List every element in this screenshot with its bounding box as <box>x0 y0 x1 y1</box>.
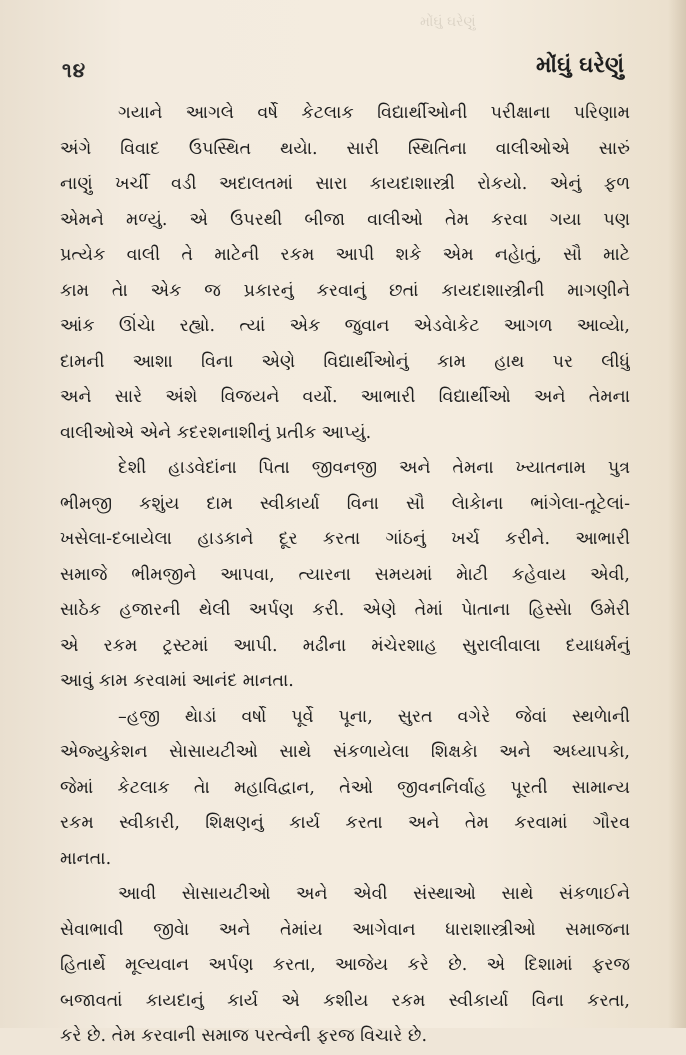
text-line: એ રકમ ટ્રસ્ટમાં આપી. મઢીના મંચેરશાહ સુરાલીવાલા દયાધર્મનું <box>60 635 630 656</box>
text-line: –હજી થેાડાં વર્ષો પૂર્વે પૂના, સુરત વગેરે જેવાં સ્થળેાની <box>118 706 630 727</box>
text-line: આવી સેાસાયટીઓ અને એવી સંસ્થાઓ સાથે સંકળાઈને <box>118 884 630 904</box>
page-header <box>62 52 624 88</box>
text-line: જેમાં કેટલાક તેા મહાવિદ્વાન, તેઓ જીવનનિર્વાહ પૂરતી સામાન્ય <box>60 777 630 798</box>
running-title: મોંઘું ઘરેણું <box>536 52 624 78</box>
text-line: ખસેલા-દબાયેલા હાડકાને દૂર કરતા ગાંઠનું ખર્ચ કરીને. આભારી <box>60 529 630 549</box>
text-line: દામની આશા વિના એણે વિદ્યાર્થીઓનું કામ હાથ પર લીધું <box>60 351 630 372</box>
text-line: પ્રત્યેક વાલી તે માટેની રકમ આપી શકે એમ નહેાતું, સૌ માટે <box>60 245 630 265</box>
text-line: આવું કામ કરવામાં આનંદ માનતા. <box>60 671 294 691</box>
text-line: રકમ સ્વીકારી, શિક્ષણનું કાર્ય કરતા અને તેમ કરવામાં ગૌરવ <box>60 813 630 833</box>
text-line: સાઠેક હજારની થેલી અર્પણ કરી. એણે તેમાં પેાતાના હિસ્સેા ઉમેરી <box>60 600 630 620</box>
text-line: વાલીઓએ એને કદરશનાશીનું પ્રતીક આપ્યું. <box>60 422 372 443</box>
text-line: અંગે વિવાદ ઉપસ્થિત થયેા. સારી સ્થિતિના વાલીઓએ સારું <box>60 138 630 159</box>
text-line: કામ તેા એક જ પ્રકારનું કરવાનું છતાં કાયદાશાસ્ત્રીની માગણીને <box>60 280 630 301</box>
text-line: એજ્યુકેશન સેાસાયટીઓ સાથે સંકળાયેલા શિક્ષકેા અને અધ્યાપકેા, <box>60 742 630 762</box>
bleed-through-text: મોંઘું ઘરેણું <box>420 14 476 30</box>
text-line: માનતા. <box>60 848 112 869</box>
text-line: કરે છે. તેમ કરવાની સમાજ પરત્વેની ફરજ વિચારે છે. <box>60 1026 428 1046</box>
text-line: નાણું ખર્ચી વડી અદાલતમાં સારા કાયદાશાસ્ત્રી રોકયો. એનું ફળ <box>60 174 630 194</box>
body-text <box>60 96 630 1055</box>
text-line: અને સારે અંશે વિજયને વર્યો. આભારી વિદ્યાર્થીઓ અને તેમના <box>60 387 630 407</box>
text-line: હિતાર્થે મૂલ્યવાન અર્પણ કરતા, આજેય કરે છે. એ દિશામાં ફરજ <box>60 955 630 975</box>
text-line: ભીમજી કશુંય દામ સ્વીકાર્યા વિના સૌ લેાકેાના ભાંગેલા-તૂટેલાં- <box>60 493 630 514</box>
text-line: બજાવતાં કાયદાનું કાર્ય એ કશીય રકમ સ્વીકાર્યા વિના કરતા, <box>60 990 630 1011</box>
text-line: દેશી હાડવેદાંના પિતા જીવનજી અને તેમના ખ્યાતનામ પુત્ર <box>118 458 630 478</box>
page-number: ૧૪ <box>62 58 87 82</box>
text-line: સેવાભાવી જીવેા અને તેમાંય આગેવાન ધારાશાસ્ત્રીઓ સમાજના <box>60 919 630 940</box>
text-line: ગયાને આગલે વર્ષે કેટલાક વિદ્યાર્થીઓની પરીક્ષાના પરિણામ <box>118 103 630 123</box>
text-line: એમને મળ્યું. એ ઉપરથી બીજા વાલીઓ તેમ કરવા ગયા પણ <box>60 209 630 230</box>
page-edge-shadow <box>668 0 686 1028</box>
text-line: આંક ઊંચેા રહ્યો. ત્યાં એક જુવાન એડવેાકેટ આગળ આવ્યેા, <box>60 316 630 336</box>
text-line: સમાજે ભીમજીને આપવા, ત્યારના સમયમાં મેાટી કહેવાય એવી, <box>60 564 630 585</box>
